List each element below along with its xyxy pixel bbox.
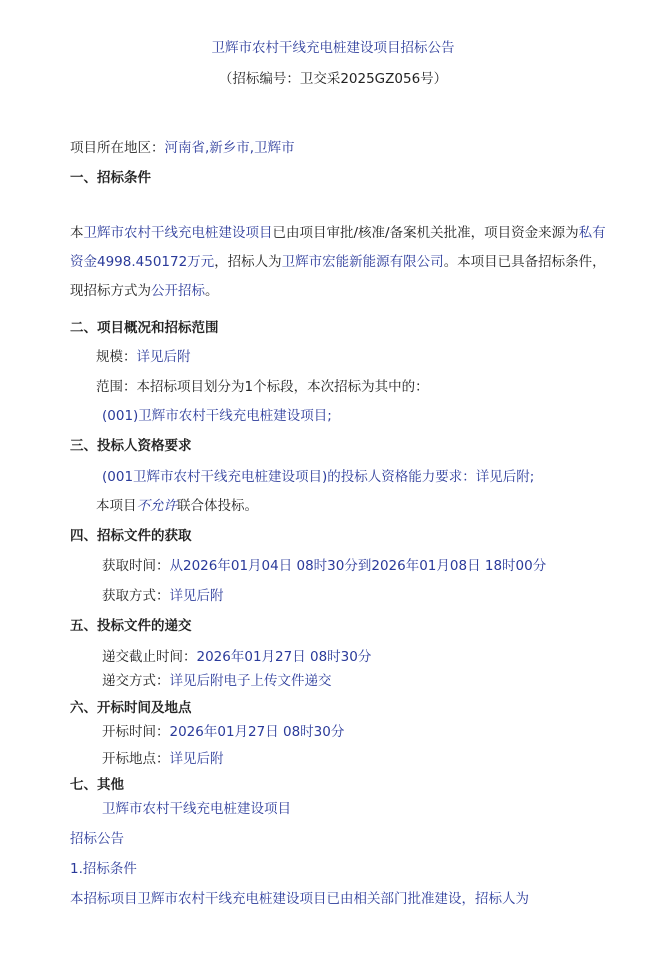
section-5-heading: 五、投标文件的递交 (70, 618, 192, 634)
scope-line: 范围：本招标项目划分为1个标段，本次招标为其中的： (96, 379, 429, 395)
last-line: 本招标项目卫辉市农村干线充电桩建设项目已由相关部门批准建设，招标人为 (70, 891, 529, 907)
tender-code: （招标编号：卫交采2025GZ056号） (218, 71, 448, 87)
document-title: 卫辉市农村干线充电桩建设项目招标公告 (211, 40, 455, 56)
section-1-heading: 一、招标条件 (70, 170, 151, 186)
region-value: 河南省,新乡市,卫辉市 (164, 140, 295, 156)
region-line (70, 136, 295, 156)
obtain-time-line: 获取时间：从2026年01月04日 08时30分到2026年01月08日 18时00分 (102, 558, 547, 574)
sub-condition-heading: 1.招标条件 (70, 861, 137, 877)
open-time-line: 开标时间：2026年01月27日 08时30分 (102, 724, 345, 740)
obtain-method-line: 获取方式：详见后附 (102, 588, 224, 604)
open-place-line: 开标地点：详见后附 (102, 751, 224, 767)
section-1-paragraph: 本卫辉市农村干线充电桩建设项目已由项目审批/核准/备案机关批准，项目资金来源为私有资金4998.450172万元，招标人为卫辉市宏能新能源有限公司。本项目已具备招标条件，现招标方式为公开招标。 (70, 225, 606, 299)
lot-line: (001)卫辉市农村干线充电桩建设项目; (102, 408, 332, 424)
joint-bid-line: 本项目不允许联合体投标。 (96, 498, 258, 514)
deadline-line: 递交截止时间：2026年01月27日 08时30分 (102, 649, 372, 665)
section-2-heading: 二、项目概况和招标范围 (70, 320, 219, 336)
scale-line: 规模：详见后附 (96, 349, 191, 365)
other-project-line: 卫辉市农村干线充电桩建设项目 (102, 801, 291, 817)
notice-line: 招标公告 (70, 831, 124, 847)
submit-method-line: 递交方式：详见后附电子上传文件递交 (102, 673, 332, 689)
region-label: 项目所在地区： (70, 140, 165, 156)
section-3-heading: 三、投标人资格要求 (70, 438, 192, 454)
section-7-heading: 七、其他 (70, 777, 124, 793)
section-6-heading: 六、开标时间及地点 (70, 700, 192, 716)
qualification-line: (001卫辉市农村干线充电桩建设项目)的投标人资格能力要求：详见后附; (102, 469, 535, 485)
section-4-heading: 四、招标文件的获取 (70, 528, 192, 544)
